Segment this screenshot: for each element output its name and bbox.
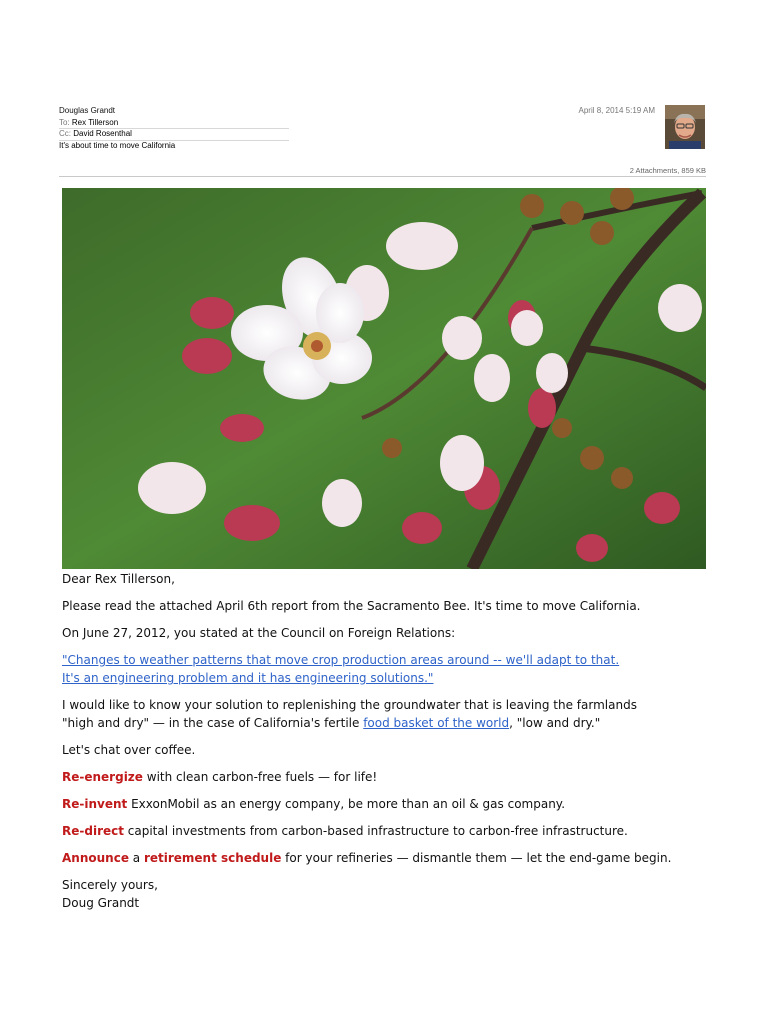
recipient-to[interactable]: Rex Tillerson — [71, 117, 119, 127]
quote-link-1[interactable]: "Changes to weather patterns that move crop production areas around -- we'll adapt to that. — [62, 653, 620, 667]
email-subject: It's about time to move California — [59, 140, 176, 150]
action-line-1-text: with clean carbon-free fuels — for life! — [142, 770, 378, 784]
action-line-2-text: ExxonMobil as an energy company, be more than an oil & gas company. — [127, 797, 566, 811]
p3-text-b: , "low and dry." — [509, 716, 601, 730]
cc-divider — [59, 140, 289, 141]
letter-body — [62, 570, 712, 912]
quote-line-1[interactable] — [62, 651, 712, 669]
cc-label: Cc: — [59, 129, 71, 138]
email-date: April 8, 2014 5:19 AM — [578, 106, 655, 115]
action-line-4-text: for your refineries — dismantle them — let the end-game begin. — [281, 851, 672, 865]
action-line-4-mid: a — [128, 851, 144, 865]
sender-name[interactable]: Douglas Grandt — [59, 106, 116, 115]
signature: Doug Grandt — [62, 896, 140, 910]
paragraph-1: Please read the attached April 6th report from the Sacramento Bee. It's time to move California. — [62, 599, 641, 613]
paragraph-3-line-1: I would like to know your solution to replenishing the groundwater that is leaving the farmlands — [62, 698, 637, 712]
greeting: Dear Rex Tillerson, — [62, 572, 175, 586]
emphasis-re-direct: Re-direct — [62, 824, 124, 838]
email-header — [59, 105, 709, 175]
food-basket-link[interactable]: food basket of the world — [363, 716, 510, 730]
action-line-3-text: capital investments from carbon-based infrastructure to carbon-free infrastructure. — [123, 824, 628, 838]
action-line-3 — [62, 822, 712, 840]
paragraph-2: On June 27, 2012, you stated at the Council on Foreign Relations: — [62, 626, 456, 640]
action-line-4 — [62, 849, 712, 867]
emphasis-retirement-schedule: retirement schedule — [143, 851, 282, 865]
emphasis-announce: Announce — [62, 851, 129, 865]
paragraph-4: Let's chat over coffee. — [62, 743, 196, 757]
emphasis-re-energize: Re-energize — [62, 770, 143, 784]
action-line-2 — [62, 795, 712, 813]
action-line-1 — [62, 768, 712, 786]
header-divider — [59, 176, 706, 177]
to-label: To: — [59, 117, 70, 127]
sender-avatar — [665, 105, 705, 149]
p3-text-a: "high and dry" — in the case of California's fertile — [62, 716, 364, 730]
recipient-cc[interactable]: David Rosenthal — [73, 129, 132, 138]
quote-line-2[interactable] — [62, 669, 712, 687]
to-divider — [59, 128, 289, 129]
attachments-summary[interactable]: 2 Attachments, 859 KB — [629, 166, 706, 175]
paragraph-3-line-2 — [62, 714, 712, 732]
attached-photo-cherry-blossom[interactable] — [62, 188, 706, 569]
to-line — [59, 117, 709, 129]
emphasis-re-invent: Re-invent — [62, 797, 128, 811]
closing: Sincerely yours, — [62, 878, 158, 892]
quote-link-2[interactable]: It's an engineering problem and it has engineering solutions." — [62, 671, 434, 685]
cc-line — [59, 128, 709, 140]
